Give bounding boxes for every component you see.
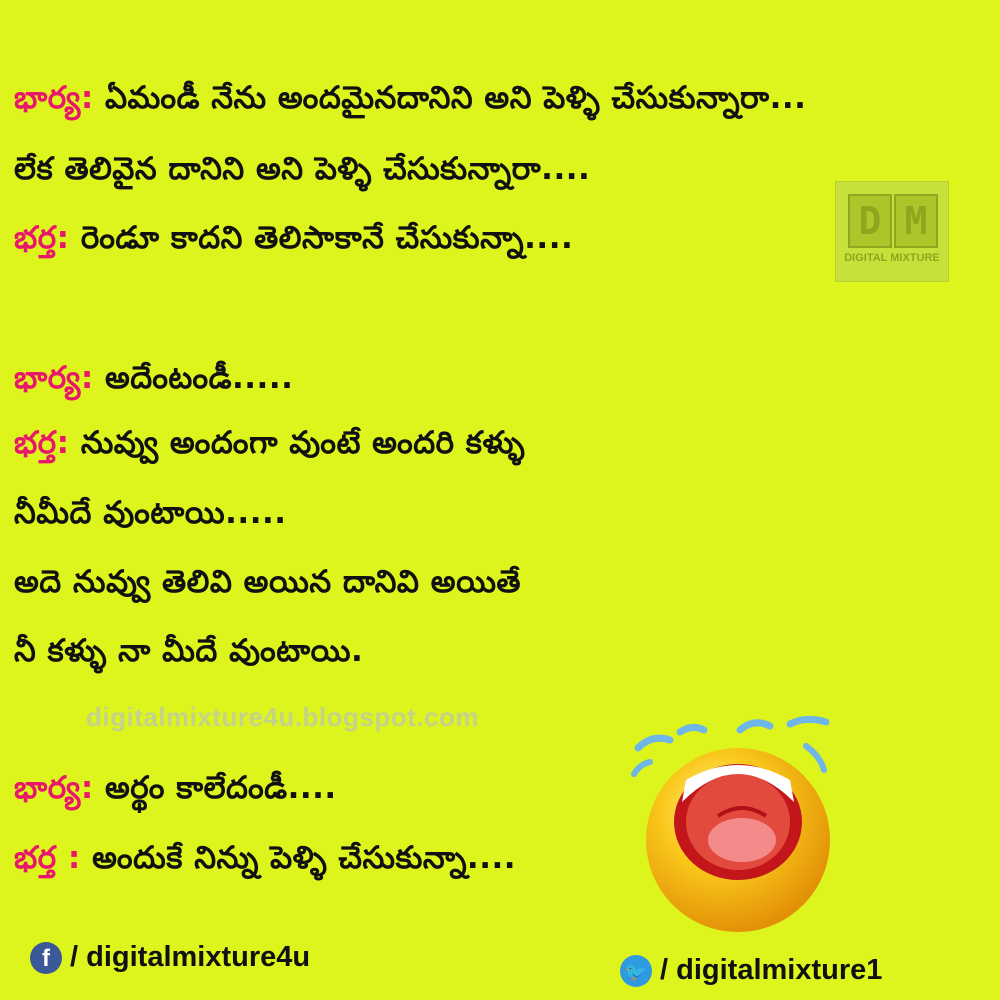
speaker-label: భార్య: <box>14 770 94 806</box>
dialogue-text: అందుకే నిన్ను పెళ్ళి చేసుకున్నా.... <box>80 840 517 876</box>
dialogue-line <box>14 425 525 468</box>
logo-caption: DIGITAL MIXTURE <box>844 252 940 264</box>
speaker-label: భర్త: <box>14 220 70 256</box>
dialogue-text: అదె నువ్వు తెలివి అయిన దానివి అయితే <box>14 564 522 600</box>
dialogue-text: లేక తెలివైన దానిని అని పెళ్ళి చేసుకున్నారా.... <box>14 151 591 187</box>
twitter-icon: 🐦 <box>620 955 652 987</box>
twitter-handle: / digitalmixture1 <box>660 954 883 986</box>
blog-url-watermark: digitalmixture4u.blogspot.com <box>86 702 479 732</box>
dialogue-line <box>14 633 363 676</box>
twitter-link[interactable] <box>620 954 882 987</box>
dialogue-line <box>14 80 806 123</box>
speaker-label: భర్త : <box>14 840 81 876</box>
dialogue-text: అదేంటండీ..... <box>93 360 294 396</box>
dialogue-line <box>14 151 590 194</box>
logo-letter-m: M <box>894 194 938 248</box>
speaker-label: భర్త: <box>14 425 70 461</box>
digital-mixture-logo <box>835 181 949 282</box>
dialogue-text: అర్థం కాలేదండీ.... <box>93 770 337 806</box>
dialogue-text: నువ్వు అందంగా వుంటే అందరి కళ్ళు <box>69 425 526 461</box>
dialogue-line <box>14 564 521 607</box>
dialogue-text: నీ కళ్ళు నా మీదే వుంటాయి. <box>14 633 364 669</box>
dialogue-line <box>14 360 293 403</box>
dialogue-text: నీమీదే వుంటాయి..... <box>14 495 287 531</box>
dialogue-line <box>14 840 516 883</box>
dialogue-line <box>14 495 287 538</box>
dialogue-line <box>14 770 337 813</box>
facebook-link[interactable] <box>30 941 310 974</box>
dialogue-text: ఏమండీ నేను అందమైనదానిని అని పెళ్ళి చేసుకున్నారా... <box>93 80 807 116</box>
facebook-handle: / digitalmixture4u <box>70 941 311 973</box>
speaker-label: భార్య: <box>14 80 94 116</box>
crying-emoji-icon <box>630 710 840 940</box>
speaker-label: భార్య: <box>14 360 94 396</box>
facebook-icon: f <box>30 942 62 974</box>
dialogue-line <box>14 220 573 263</box>
logo-letter-d: D <box>848 194 892 248</box>
dialogue-text: రెండూ కాదని తెలిసాకానే చేసుకున్నా.... <box>69 220 574 256</box>
